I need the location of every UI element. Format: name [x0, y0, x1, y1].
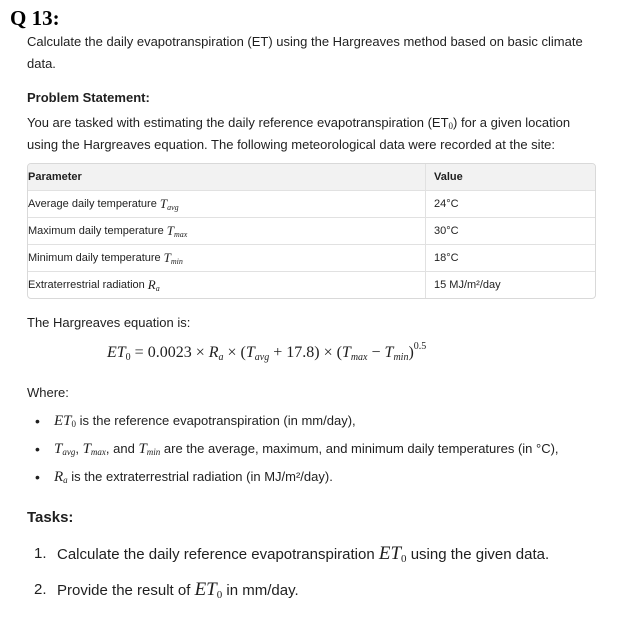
table-header-row [28, 164, 595, 190]
problem-text-part-b: ) for a given location using the Hargreaves equation. The following meteorological data were recorded at the site: [27, 115, 571, 152]
table-cell-parameter [28, 218, 426, 244]
table-cell-parameter [28, 191, 426, 217]
task-text-end: using the given data. [406, 546, 550, 563]
table-cell-parameter [28, 272, 426, 298]
eq-lhs-sub: 0 [125, 352, 131, 363]
data-table [27, 163, 596, 299]
eq-close: ) [408, 344, 414, 361]
definition-symbol: $ET_0$ [54, 413, 77, 429]
list-item [27, 575, 549, 611]
parameter-symbol: $T_{avg}$ [159, 196, 179, 212]
parameter-label: Extraterrestrial radiation [28, 279, 145, 291]
tasks-list [27, 539, 549, 611]
intro-text: Calculate the daily evapotranspiration (ET) using the Hargreaves method based on basic climate data. [27, 34, 583, 71]
eq-minus: − [367, 344, 385, 361]
problem-text-subscript: 0 [448, 121, 454, 131]
table-cell-parameter [28, 245, 426, 271]
problem-text-part-a: You are tasked with estimating the daily reference evapotranspiration (ET [27, 115, 449, 130]
tasks-heading: Tasks: [27, 509, 74, 526]
definition-separator: , [75, 441, 83, 456]
where-label: Where: [27, 385, 69, 400]
table-cell-value: 18°C [434, 252, 459, 264]
equation-intro: The Hargreaves equation is: [27, 315, 191, 330]
eq-ra-sub: a [218, 352, 224, 363]
definitions-list [27, 407, 559, 491]
hargreaves-equation [107, 340, 426, 366]
table-row [28, 217, 595, 244]
parameter-symbol: $R_a$ [147, 277, 160, 293]
parameter-symbol: $T_{max}$ [166, 223, 188, 239]
eq-tavg-sub: avg [254, 352, 270, 363]
eq-tavg: T [245, 344, 255, 361]
eq-tmax-sub: max [350, 352, 368, 363]
task-text: Calculate the daily reference evapotranspiration [57, 546, 379, 563]
task-number: 2. [34, 581, 47, 598]
definition-symbol: $T_{max}$ [82, 441, 106, 457]
list-item [27, 463, 559, 491]
task-text-end: in mm/day. [222, 582, 299, 599]
definition-text: are the average, maximum, and minimum daily temperatures (in °C), [160, 441, 559, 456]
eq-times: × ( [223, 344, 246, 361]
eq-plus: + 17.8) × ( [269, 344, 342, 361]
table-header-parameter: Parameter [28, 164, 426, 190]
definition-symbol: $T_{min}$ [138, 441, 161, 457]
eq-tmax: T [341, 344, 351, 361]
eq-coefficient: = 0.0023 × [130, 344, 209, 361]
parameter-label: Average daily temperature [28, 198, 157, 210]
table-cell-value: 24°C [434, 198, 459, 210]
eq-lhs: ET [107, 344, 126, 361]
parameter-symbol: $T_{min}$ [163, 250, 183, 266]
eq-ra: R [208, 344, 219, 361]
table-cell-value: 30°C [434, 225, 459, 237]
eq-exponent: 0.5 [413, 341, 427, 352]
table-row [28, 271, 595, 298]
problem-statement-text [27, 112, 597, 156]
definition-text: is the extraterrestrial radiation (in MJ/m²/day). [67, 469, 333, 484]
list-item [27, 539, 549, 575]
question-title: Q 13: [10, 6, 60, 30]
definition-symbol: $R_a$ [54, 469, 68, 485]
table-row [28, 190, 595, 217]
task-symbol: $ET_0$ [378, 543, 407, 565]
definition-text: is the reference evapotranspiration (in mm/day), [76, 413, 356, 428]
task-number: 1. [34, 545, 47, 562]
task-text: Provide the result of [57, 582, 195, 599]
table-cell-value: 15 MJ/m²/day [434, 279, 501, 291]
task-symbol: $ET_0$ [194, 579, 223, 601]
list-item [27, 407, 559, 435]
eq-tmin-sub: min [393, 352, 409, 363]
list-item [27, 435, 559, 463]
table-header-value: Value [434, 171, 463, 183]
problem-statement-heading: Problem Statement: [27, 90, 150, 105]
parameter-label: Minimum daily temperature [28, 252, 161, 264]
parameter-label: Maximum daily temperature [28, 225, 164, 237]
eq-tmin: T [384, 344, 394, 361]
table-row [28, 244, 595, 271]
definition-symbol: $T_{avg}$ [54, 441, 76, 457]
definition-separator: , and [105, 441, 139, 456]
